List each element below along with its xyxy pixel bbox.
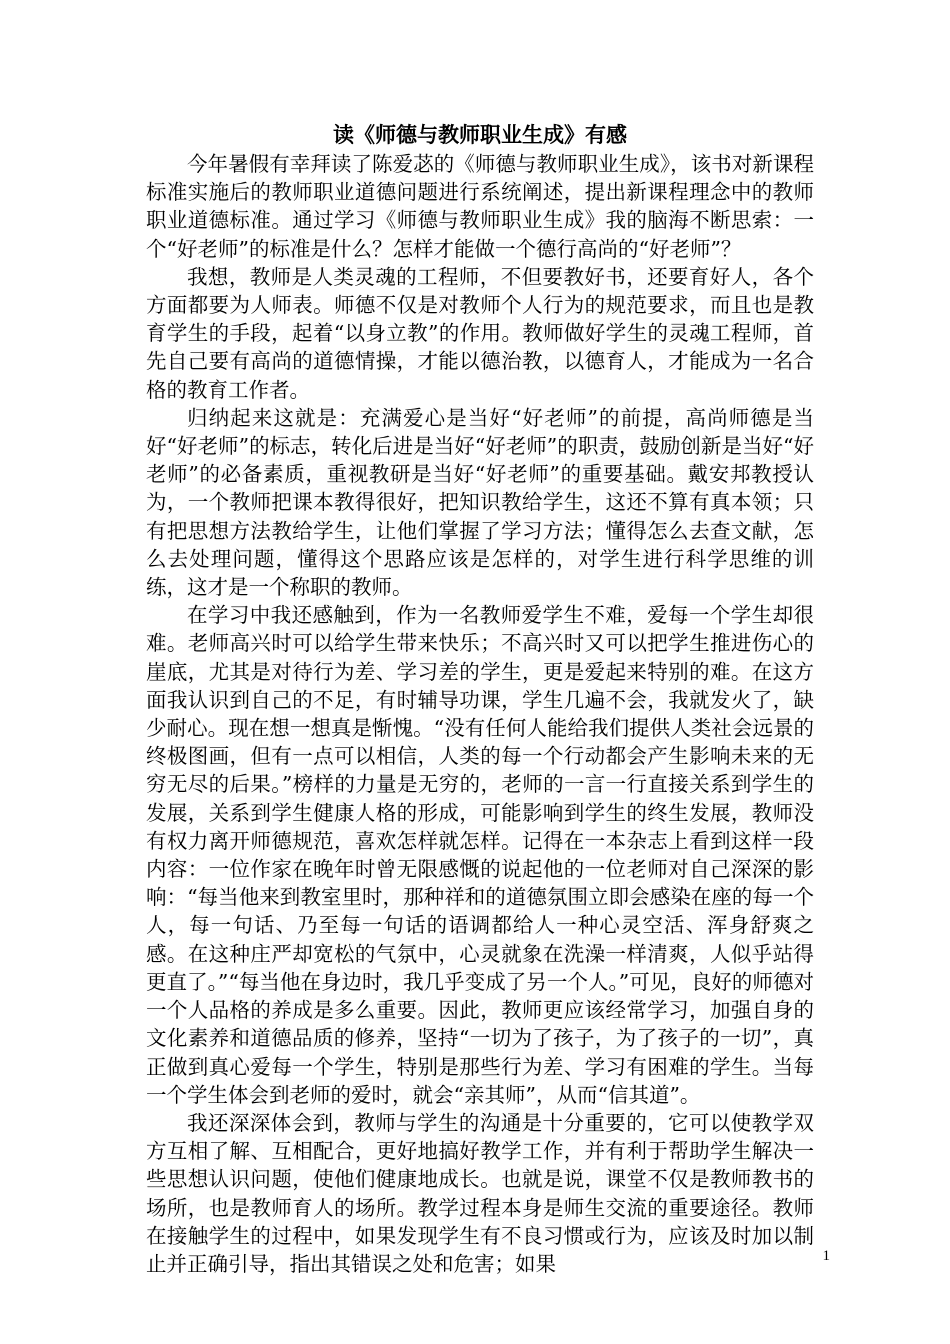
paragraph-4: 在学习中我还感触到，作为一名教师爱学生不难，爱每一个学生却很难。老师高兴时可以给学生带来快乐；不高兴时又可以把学生推进伤心的崖底，尤其是对待行为差、学习差的学生，更是爱起来特别的难。在这方面我认识到自己的不足，有时辅导功课，学生几遍不会，我就发火了，缺少耐心。现在想一想真是惭愧。“没有任何人能给我们提供人类社会远景的终极图画，但有一点可以相信，人类的每一个行动都会产生影响未来的无穷无尽的后果。”榜样的力量是无穷的，老师的一言一行直接关系到学生的发展，关系到学生健康人格的形成，可能影响到学生的终生发展，教师没有权力离开师德规范，喜欢怎样就怎样。记得在一本杂志上看到这样一段内容：一位作家在晚年时曾无限感慨的说起他的一位老师对自己深深的影响：“每当他来到教室里时，那种祥和的道德氛围立即会感染在座的每一个人，每一句话、乃至每一句话的语调都给人一种心灵空活、浑身舒爽之感。在这种庄严却宽松的气氛中，心灵就象在洗澡一样清爽，人似乎站得更直了。”“每当他在身边时，我几乎变成了另一个人。”可见，良好的师德对一个人品格的养成是多么重要。因此，教师更应该经常学习，加强自身的文化素养和道德品质的修养，坚持“一切为了孩子，为了孩子的一切”，真正做到真心爱每一个学生，特别是那些行为差、学习有困难的学生。当每一个学生体会到老师的爱时，就会“亲其师”，从而“信其道”。 bbox=[146, 603, 814, 1107]
document-body bbox=[146, 120, 814, 1278]
paragraph-2: 我想，教师是人类灵魂的工程师，不但要教好书，还要育好人，各个方面都要为人师表。师德不仅是对教师个人行为的规范要求，而且也是教育学生的手段，起着“以身立教”的作用。教师做好学生的灵魂工程师，首先自己要有高尚的道德情操，才能以德治教，以德育人，才能成为一名合格的教育工作者。 bbox=[146, 264, 814, 402]
paragraph-5: 我还深深体会到，教师与学生的沟通是十分重要的，它可以使教学双方互相了解、互相配合，更好地搞好教学工作，并有利于帮助学生解决一些思想认识问题，使他们健康地成长。也就是说，课堂不仅是教师教书的场所，也是教师育人的场所。教学过程本身是师生交流的重要途径。教师在接触学生的过程中，如果发现学生有不良习惯或行为，应该及时加以制止并正确引导，指出其错误之处和危害；如果 bbox=[146, 1110, 814, 1276]
page-number: 1 bbox=[822, 1248, 830, 1264]
paragraph-1: 今年暑假有幸拜读了陈爱苾的《师德与教师职业生成》，该书对新课程标准实施后的教师职业道德问题进行系统阐述，提出新课程理念中的教师职业道德标准。通过学习《师德与教师职业生成》我的脑海不断思索：一个“好老师”的标准是什么？怎样才能做一个德行高尚的“好老师”？ bbox=[146, 152, 814, 261]
document-title: 读《师德与教师职业生成》有感 bbox=[333, 123, 627, 147]
paragraph-3: 归纳起来这就是：充满爱心是当好“好老师”的前提，高尚师德是当好“好老师”的标志，转化后进是当好“好老师”的职责，鼓励创新是当好“好老师”的必备素质，重视教研是当好“好老师”的重要基础。戴安邦教授认为，一个教师把课本教得很好，把知识教给学生，这还不算有真本领；只有把思想方法教给学生，让他们掌握了学习方法；懂得怎么去查文献，怎么去处理问题，懂得这个思路应该是怎样的，对学生进行科学思维的训练，这才是一个称职的教师。 bbox=[146, 405, 814, 600]
